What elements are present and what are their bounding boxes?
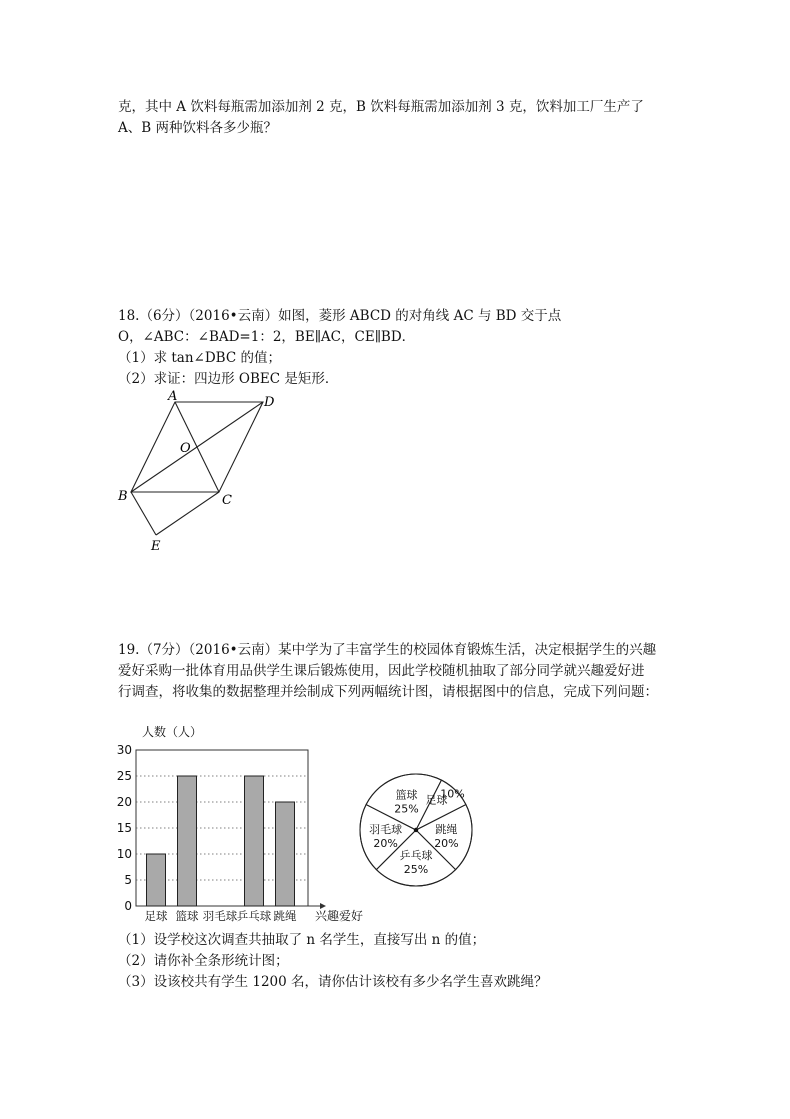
y-tick-label-5: 5 (124, 873, 132, 887)
q19-part-2: （2）请你补全条形统计图； (118, 953, 289, 969)
q19-line-1: 19.（7分）（2016•云南）某中学为了丰富学生的校园体育锻炼生活，决定根据学生的兴趣 (118, 642, 657, 658)
q19-line-2: 爱好采购一批体育用品供学生课后锻炼使用，因此学校随机抽取了部分同学就兴趣爱好进 (118, 663, 645, 679)
pie-center-dot (414, 828, 418, 832)
pie-label-羽毛球: 羽毛球 (369, 822, 403, 836)
q18-part-1: （1）求 tan∠DBC 的值； (118, 350, 281, 366)
pie-percent-羽毛球: 20% (373, 836, 398, 850)
q19-line-3: 行调查，将收集的数据整理并绘制成下列两幅统计图，请根据图中的信息，完成下列问题： (118, 684, 658, 700)
y-tick-label-15: 15 (116, 821, 132, 835)
pie-label-篮球: 篮球 (395, 788, 418, 802)
x-tick-label-羽毛球: 羽毛球 (202, 909, 238, 922)
y-tick-label-0: 0 (124, 899, 132, 913)
q18-line-2: O，∠ABC：∠BAD=1：2，BE∥AC，CE∥BD． (118, 329, 416, 345)
x-tick-label-篮球: 篮球 (175, 909, 199, 922)
pie-label-乒乓球: 乒乓球 (399, 848, 433, 862)
y-tick-label-30: 30 (116, 743, 132, 757)
q17-line-2: A、B 两种饮料各多少瓶？ (118, 120, 277, 136)
q17-line-1: 克，其中 A 饮料每瓶需加添加剂 2 克，B 饮料每瓶需加添加剂 3 克，饮料加工厂生产了 (118, 99, 644, 115)
label-d: D (264, 395, 275, 410)
q18-line-1: 18.（6分）（2016•云南）如图，菱形 ABCD 的对角线 AC 与 BD 交于点 (118, 308, 562, 324)
label-b: B (118, 489, 128, 504)
rhombus-figure (112, 388, 292, 553)
y-tick-label-10: 10 (116, 847, 132, 861)
x-tick-label-乒乓球: 乒乓球 (236, 909, 272, 922)
q18-part-2: （2）求证：四边形 OBEC 是矩形． (118, 371, 339, 387)
q19-part-1: （1）设学校这次调查共抽取了 n 名学生，直接写出 n 的值； (118, 932, 486, 948)
bar-chart (112, 722, 372, 922)
x-tick-label-跳绳: 跳绳 (273, 909, 297, 922)
bar-篮球 (178, 776, 197, 906)
x-axis-label: 兴趣爱好 (315, 909, 364, 922)
q19-part-3: （3）设该校共有学生 1200 名，请你估计该校有多少名学生喜欢跳绳？ (118, 974, 548, 990)
pie-percent-乒乓球: 25% (403, 862, 429, 876)
pie-label-足球: 足球 (425, 793, 448, 807)
bar-跳绳 (276, 802, 295, 906)
label-a: A (168, 389, 178, 404)
pie-percent-篮球: 25% (394, 802, 419, 816)
bar-乒乓球 (245, 776, 264, 906)
pie-label-跳绳: 跳绳 (435, 822, 458, 836)
segment-be (131, 492, 156, 535)
y-axis-label: 人数（人） (142, 725, 203, 739)
pie-percent-跳绳: 20% (434, 836, 459, 850)
segment-ce (156, 492, 219, 535)
label-e: E (151, 539, 161, 553)
y-tick-label-25: 25 (116, 769, 132, 783)
x-tick-label-足球: 足球 (144, 909, 168, 922)
y-tick-label-20: 20 (116, 795, 132, 809)
label-c: C (222, 493, 232, 508)
label-o: O (180, 441, 191, 456)
pie-chart (348, 762, 488, 902)
bar-足球 (147, 854, 166, 906)
diagonal-bd (131, 402, 263, 492)
pie-percent-足球: 10% (440, 787, 465, 801)
